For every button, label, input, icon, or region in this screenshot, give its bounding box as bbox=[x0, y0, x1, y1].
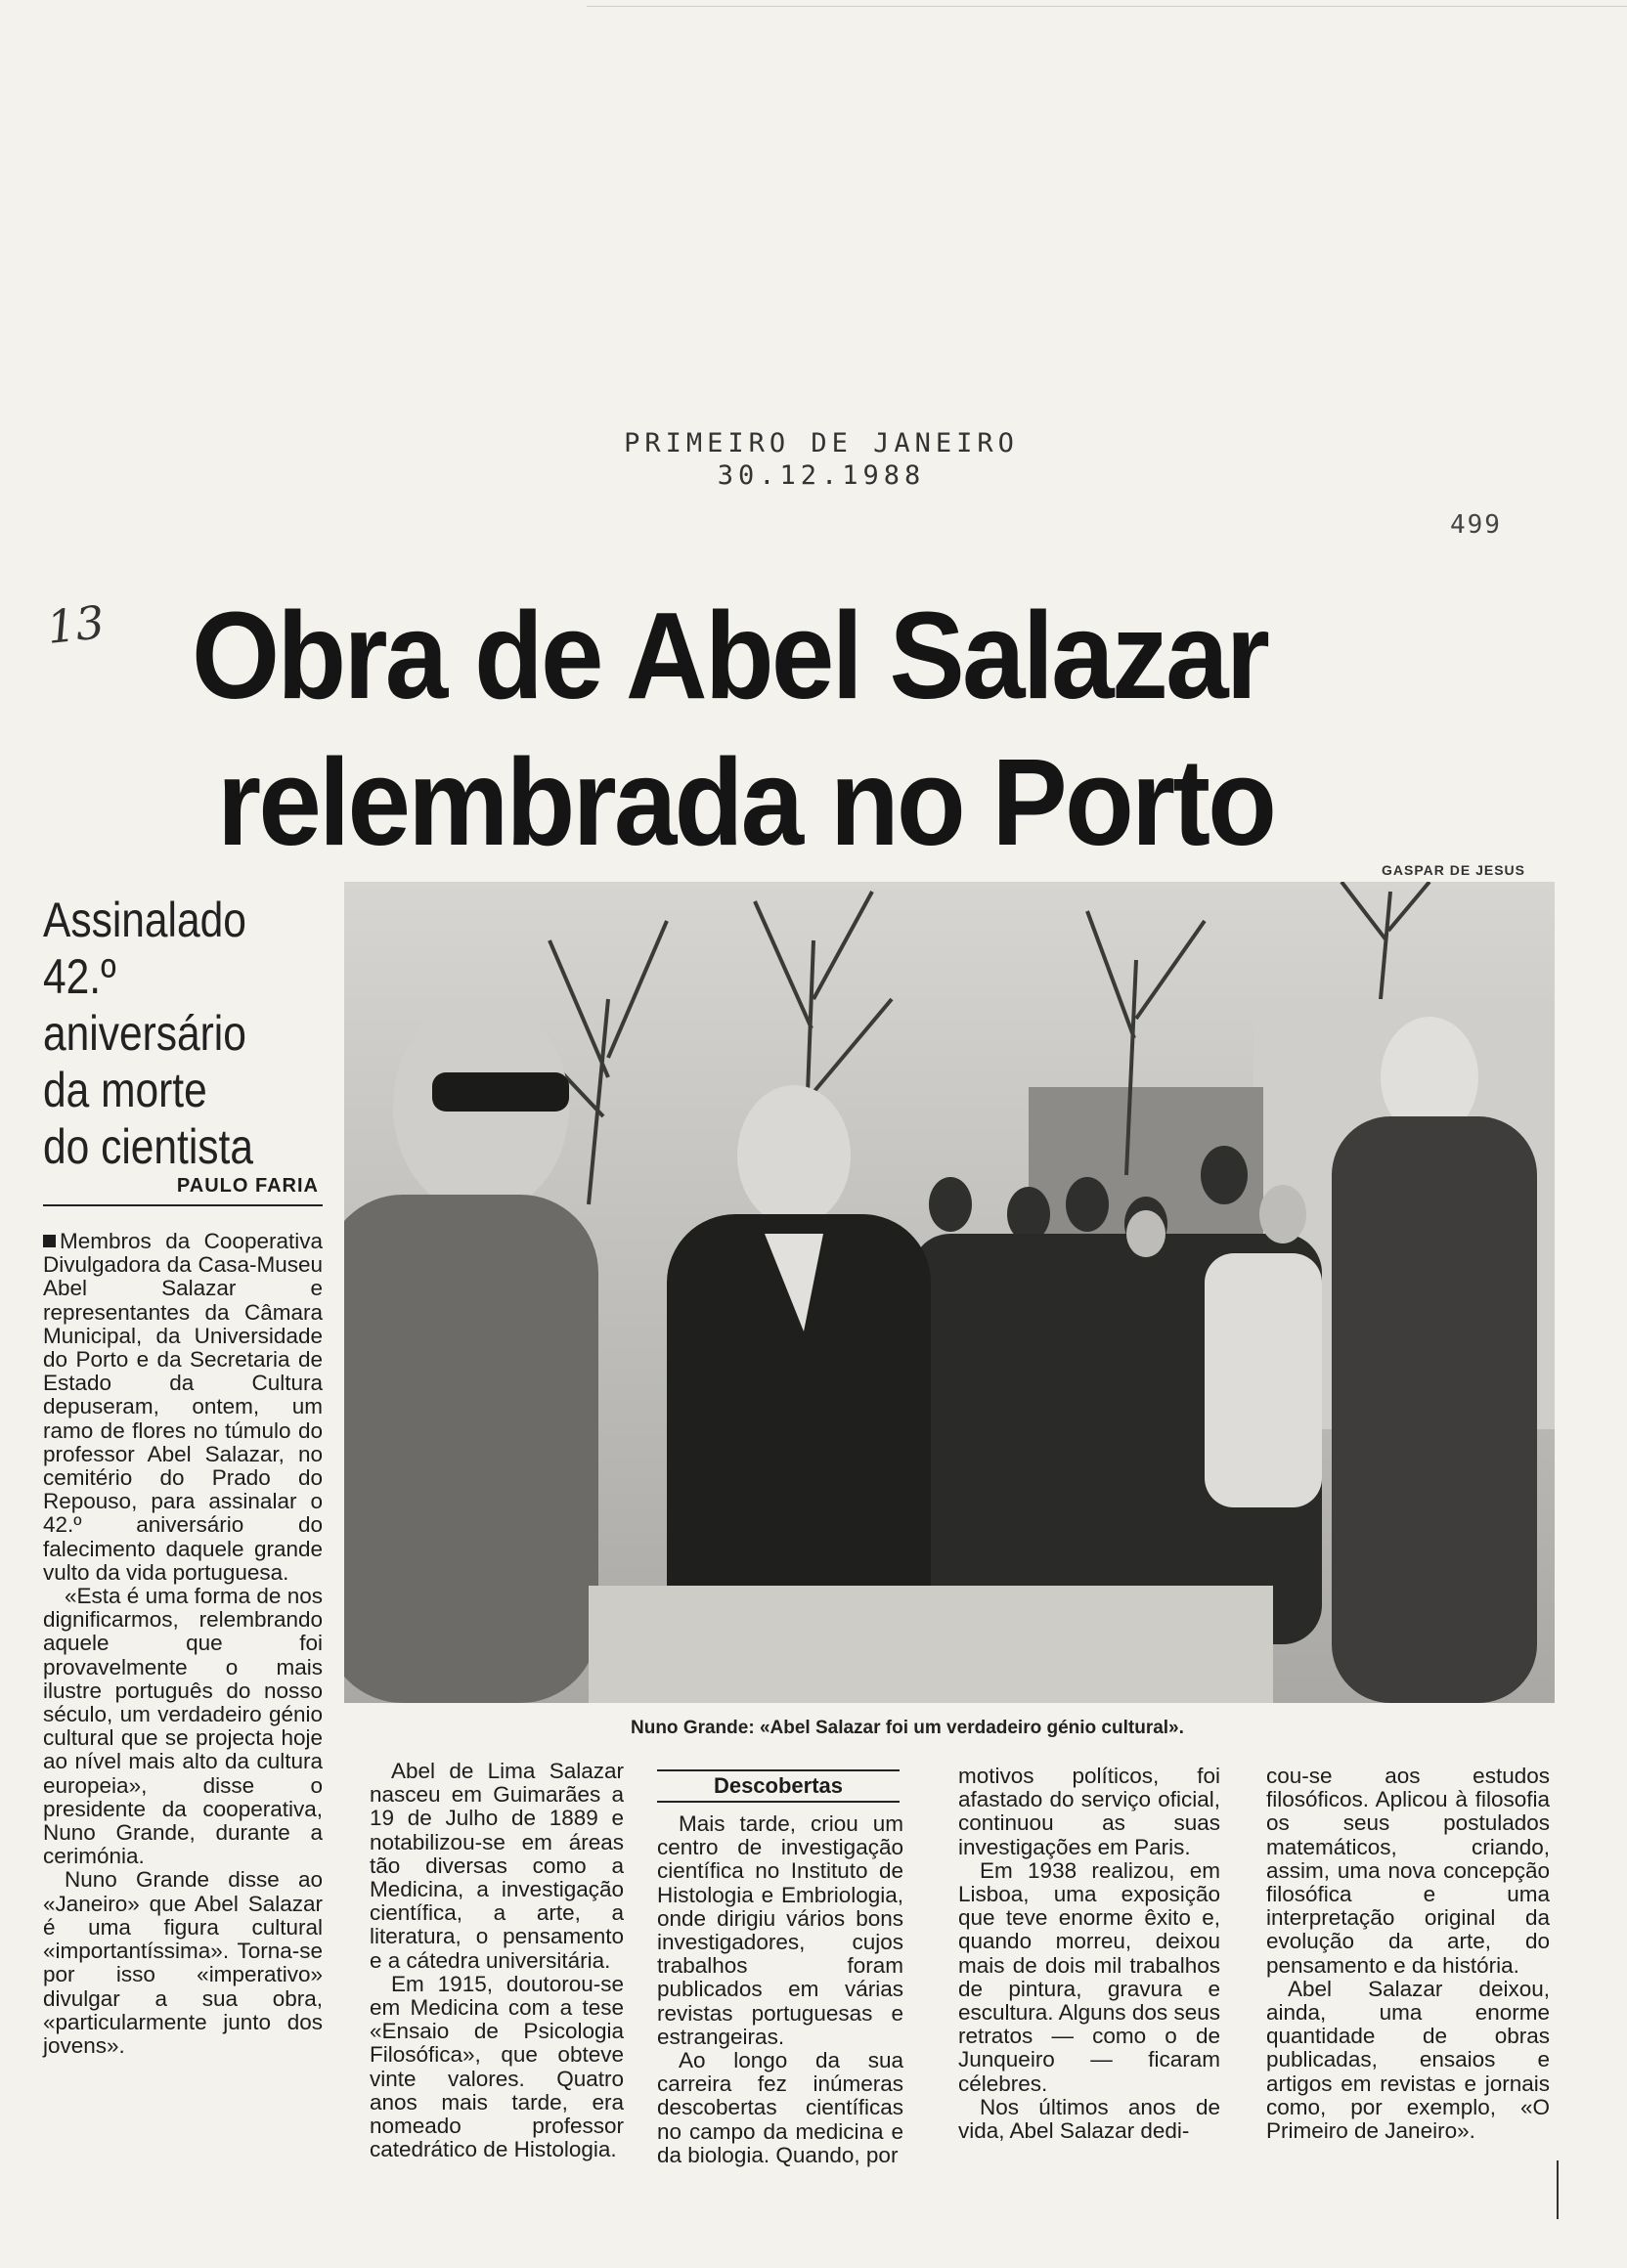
subheadline-line: da morte bbox=[43, 1063, 207, 1117]
headline-line-1: Obra de Abel Salazar bbox=[192, 587, 1268, 724]
paragraph: Nos últimos anos de vida, Abel Salazar dedi- bbox=[958, 2094, 1220, 2144]
paragraph: Abel de Lima Salazar nasceu em Guimarães a 19 de Julho de 1889 e notabilizou-se em áreas tão diversas como a Medicina, a investigação científica, a arte, a literatura, o pensamento e a cátedra universitária. bbox=[370, 1759, 624, 1973]
subheadline-line: Assinalado bbox=[43, 893, 246, 947]
scan-mark bbox=[1557, 2160, 1559, 2219]
paragraph: motivos políticos, foi afastado do serviço oficial, continuou as suas investigações em Paris. bbox=[958, 1764, 1220, 1859]
photo-illustration bbox=[344, 882, 1555, 1703]
article-column-1 bbox=[43, 1230, 323, 2058]
byline: PAULO FARIA bbox=[176, 1175, 319, 1197]
publication-stamp bbox=[528, 428, 1115, 491]
handwritten-number: 13 bbox=[44, 595, 108, 654]
subheadline-line: do cientista bbox=[43, 1119, 253, 1174]
photo-caption: Nuno Grande: «Abel Salazar foi um verdadeiro génio cultural». bbox=[631, 1718, 1184, 1738]
section-heading: Descobertas bbox=[657, 1769, 900, 1803]
paragraph: cou-se aos estudos filosóficos. Aplicou à filosofia os seus postulados matemáticos, criando, assim, uma nova concepção filosófica e uma interpretação original da evolução da arte, do pensamento e da história. bbox=[1266, 1764, 1550, 1978]
publication-name: PRIMEIRO DE JANEIRO bbox=[624, 428, 1019, 458]
subheadline-line: 42.º aniversário bbox=[43, 949, 246, 1061]
subheadline bbox=[43, 892, 309, 1175]
paragraph: Mais tarde, criou um centro de investigação científica no Instituto de Histologia e Embriologia, onde dirigiu vários bons investigadores, cujos trabalhos foram publicados em várias revistas portuguesas e estrangeiras. bbox=[657, 1811, 903, 2049]
paragraph: Membros da Cooperativa Divulgadora da Casa-Museu Abel Salazar e representantes da Câmara Municipal, da Universidade do Porto e da Secretaria de Estado da Cultura depuseram, ontem, um ramo de flores no túmulo do professor Abel Salazar, no cemitério do Prado do Repouso, para assinalar o 42.º aniversário do falecimento daquele grande vulto da vida portuguesa. bbox=[43, 1229, 323, 1585]
page-number: 499 bbox=[1450, 510, 1502, 540]
article-column-5 bbox=[1266, 1765, 1550, 2143]
scan-edge bbox=[587, 6, 1627, 7]
article-column-3 bbox=[657, 1812, 903, 2167]
headline-line-2: relembrada no Porto bbox=[217, 733, 1275, 871]
article-column-2 bbox=[370, 1760, 624, 2161]
paragraph: Nuno Grande disse ao «Janeiro» que Abel Salazar é uma figura cultural «importantíssima». Torna-se por isso «imperativo» divulgar a sua obra, «particularmente junto dos jovens». bbox=[43, 1867, 323, 2058]
article-column-4 bbox=[958, 1765, 1220, 2143]
paragraph: «Esta é uma forma de nos dignificarmos, relembrando aquele que foi provavelmente o mais ilustre português do nosso século, um verdadeiro génio cultural que se projecta hoje ao nível mais alto da cultura europeia», disse o presidente da cooperativa, Nuno Grande, durante a cerimónia. bbox=[43, 1584, 323, 1869]
news-photo bbox=[344, 882, 1555, 1703]
photo-credit: GASPAR DE JESUS bbox=[1382, 862, 1525, 878]
paragraph: Abel Salazar deixou, ainda, uma enorme quantidade de obras publicadas, ensaios e artigos em revistas e jornais como, por exemplo, «O Primeiro de Janeiro». bbox=[1266, 1976, 1550, 2144]
bullet-square-icon bbox=[43, 1235, 56, 1247]
publication-date: 30.12.1988 bbox=[717, 460, 926, 491]
paragraph: Ao longo da sua carreira fez inúmeras descobertas científicas no campo da medicina e da biologia. Quando, por bbox=[657, 2048, 903, 2167]
byline-rule bbox=[43, 1204, 323, 1206]
paragraph: Em 1938 realizou, em Lisboa, uma exposição que teve enorme êxito e, quando morreu, deixou mais de dois mil trabalhos de pintura, gravura e escultura. Alguns dos seus retratos — como o de Junqueiro — ficaram célebres. bbox=[958, 1857, 1220, 2096]
paragraph: Em 1915, doutorou-se em Medicina com a tese «Ensaio de Psicologia Filosófica», que obteve vinte valores. Quatro anos mais tarde, era nomeado professor catedrático de Histologia. bbox=[370, 1971, 624, 2162]
